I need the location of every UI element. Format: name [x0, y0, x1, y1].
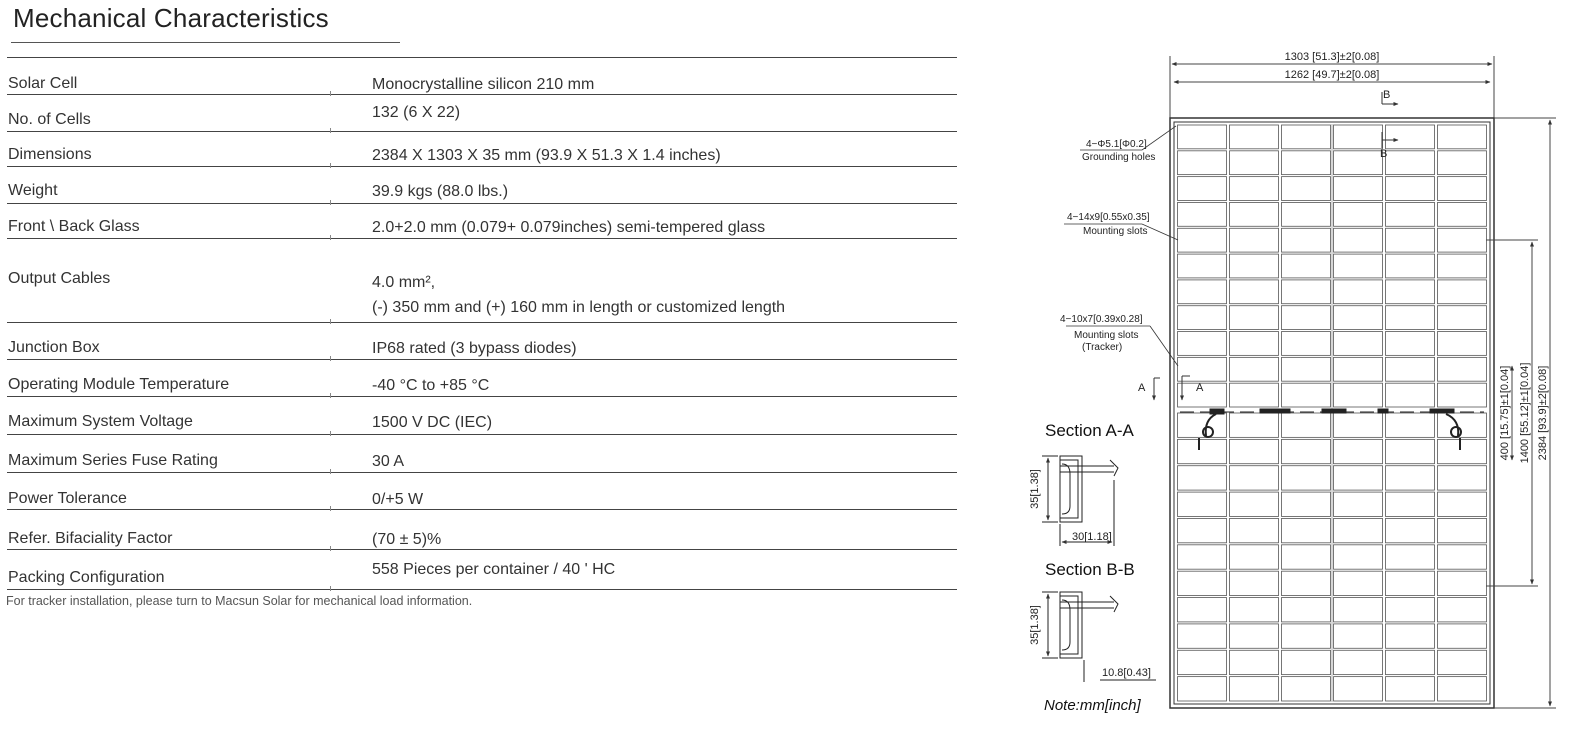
solar-cell	[1334, 228, 1383, 252]
solar-cell	[1282, 383, 1331, 407]
specs-table	[7, 57, 957, 590]
solar-cell	[1230, 650, 1279, 674]
solar-cell	[1438, 306, 1487, 330]
solar-cell	[1178, 151, 1227, 175]
solar-cell	[1282, 624, 1331, 648]
solar-cell	[1282, 306, 1331, 330]
table-row	[7, 95, 957, 132]
table-row	[7, 204, 957, 239]
solar-cell	[1282, 228, 1331, 252]
table-row	[7, 132, 957, 167]
solar-cell	[1282, 254, 1331, 278]
solar-cell	[1438, 228, 1487, 252]
table-row	[7, 239, 957, 323]
solar-cell	[1334, 413, 1383, 437]
spec-label: Dimensions	[8, 146, 92, 163]
solar-cell	[1386, 492, 1435, 516]
solar-cell	[1230, 125, 1279, 149]
solar-cell	[1386, 280, 1435, 304]
table-row	[7, 435, 957, 473]
solar-cell	[1230, 518, 1279, 542]
section-marker-a-right: A	[1196, 382, 1204, 394]
solar-cell	[1438, 624, 1487, 648]
solar-cell	[1386, 466, 1435, 490]
solar-cell	[1230, 151, 1279, 175]
solar-cell	[1230, 383, 1279, 407]
solar-cell	[1334, 177, 1383, 201]
section-marker-b-bottom: B	[1380, 148, 1388, 160]
solar-cell	[1282, 571, 1331, 595]
solar-cell	[1230, 280, 1279, 304]
table-row	[7, 167, 957, 204]
solar-cell	[1178, 306, 1227, 330]
section-bb-height: 35[1.38]	[1029, 605, 1041, 645]
table-row	[7, 360, 957, 397]
spec-label: Junction Box	[8, 339, 100, 356]
spec-value: 39.9 kgs (88.0 lbs.)	[372, 183, 509, 200]
solar-cell	[1178, 466, 1227, 490]
title-underline	[11, 42, 400, 43]
solar-cell	[1386, 439, 1435, 463]
tracker-slots-label: Mounting slots	[1074, 330, 1139, 341]
solar-cell	[1178, 228, 1227, 252]
solar-cell	[1438, 202, 1487, 226]
solar-cell	[1386, 677, 1435, 701]
section-marker-b-top: B	[1383, 89, 1391, 101]
section-marker-a-left: A	[1138, 382, 1146, 394]
solar-cell	[1386, 650, 1435, 674]
spec-label: Packing Configuration	[8, 569, 165, 586]
solar-cell	[1334, 571, 1383, 595]
dim-top-outer: 1303 [51.3]±2[0.08]	[1284, 51, 1380, 63]
solar-cell	[1230, 332, 1279, 356]
spec-label: Maximum System Voltage	[8, 413, 193, 430]
solar-cell	[1386, 545, 1435, 569]
spec-label: Maximum Series Fuse Rating	[8, 452, 218, 469]
section-aa-height: 35[1.38]	[1029, 469, 1041, 509]
solar-cell	[1438, 466, 1487, 490]
solar-cell	[1386, 571, 1435, 595]
solar-cell	[1334, 439, 1383, 463]
solar-cell	[1282, 677, 1331, 701]
spec-value: -40 °C to +85 °C	[372, 377, 490, 394]
solar-cell	[1230, 177, 1279, 201]
solar-cell	[1438, 357, 1487, 381]
solar-cell	[1178, 177, 1227, 201]
solar-cell	[1282, 439, 1331, 463]
solar-cell	[1334, 280, 1383, 304]
dim-right-1400: 1400 [55.12]±1[0.04]	[1519, 362, 1531, 464]
spec-value: IP68 rated (3 bypass diodes)	[372, 340, 577, 357]
solar-cell	[1230, 357, 1279, 381]
solar-cell	[1438, 332, 1487, 356]
table-row	[7, 550, 957, 590]
solar-cell	[1230, 492, 1279, 516]
solar-cell	[1386, 254, 1435, 278]
spec-label: Front \ Back Glass	[8, 218, 140, 235]
table-row	[7, 58, 957, 95]
table-row	[7, 323, 957, 360]
solar-cell	[1438, 492, 1487, 516]
solar-cell	[1178, 624, 1227, 648]
solar-cell	[1438, 650, 1487, 674]
spec-value: 132 (6 X 22)	[372, 104, 461, 121]
table-row	[7, 397, 957, 435]
solar-cell	[1334, 202, 1383, 226]
solar-cell	[1334, 332, 1383, 356]
solar-cell	[1334, 151, 1383, 175]
solar-cell	[1438, 413, 1487, 437]
units-note: Note:mm[inch]	[1044, 697, 1141, 714]
solar-cell	[1230, 545, 1279, 569]
dim-right-2384: 2384 [93.9]±2[0.08]	[1537, 365, 1549, 461]
dim-top-inner: 1262 [49.7]±2[0.08]	[1284, 69, 1380, 81]
solar-cell	[1178, 518, 1227, 542]
solar-cell	[1282, 492, 1331, 516]
solar-cell	[1282, 202, 1331, 226]
solar-cell	[1282, 125, 1331, 149]
solar-cell	[1282, 177, 1331, 201]
spec-value: 558 Pieces per container / 40 ' HC	[372, 561, 616, 578]
solar-cell	[1178, 439, 1227, 463]
section-aa-width: 30[1.18]	[1072, 531, 1112, 543]
spec-value: 2384 X 1303 X 35 mm (93.9 X 51.3 X 1.4 inches)	[372, 147, 721, 164]
solar-cell	[1334, 306, 1383, 330]
solar-cell	[1178, 280, 1227, 304]
solar-cell	[1230, 254, 1279, 278]
spec-label: Weight	[8, 182, 58, 199]
solar-cell	[1438, 518, 1487, 542]
grounding-holes-spec: 4−Φ5.1[Φ0.2]	[1086, 139, 1147, 150]
solar-cell	[1230, 202, 1279, 226]
solar-cell	[1438, 280, 1487, 304]
section-bb-title: Section B-B	[1045, 560, 1135, 579]
solar-cell	[1178, 254, 1227, 278]
solar-cell	[1334, 518, 1383, 542]
solar-cell	[1386, 413, 1435, 437]
section-aa-title: Section A-A	[1045, 421, 1134, 440]
module-technical-drawing	[1010, 40, 1580, 730]
solar-cell	[1334, 677, 1383, 701]
solar-cell	[1230, 306, 1279, 330]
solar-cell	[1230, 228, 1279, 252]
solar-cell	[1386, 518, 1435, 542]
solar-cell	[1282, 518, 1331, 542]
solar-cell	[1230, 439, 1279, 463]
solar-cell	[1438, 254, 1487, 278]
solar-cell	[1178, 492, 1227, 516]
tracker-slots-label-2: (Tracker)	[1082, 342, 1123, 353]
spec-value: (70 ± 5)%	[372, 531, 442, 548]
solar-cell	[1438, 151, 1487, 175]
spec-value: Monocrystalline silicon 210 mm	[372, 76, 595, 93]
solar-cell	[1334, 650, 1383, 674]
solar-cell	[1438, 677, 1487, 701]
spec-value: 30 A	[372, 453, 405, 470]
dim-right-400: 400 [15.75]±1[0.04]	[1499, 365, 1511, 461]
solar-cell	[1438, 571, 1487, 595]
solar-cell	[1178, 202, 1227, 226]
solar-cell	[1386, 598, 1435, 622]
solar-cell	[1438, 545, 1487, 569]
solar-cell	[1230, 677, 1279, 701]
solar-cell	[1438, 439, 1487, 463]
solar-cell	[1438, 177, 1487, 201]
solar-cell	[1178, 413, 1227, 437]
solar-cell	[1178, 125, 1227, 149]
spec-value: 1500 V DC (IEC)	[372, 414, 493, 431]
spec-label: Solar Cell	[8, 75, 78, 92]
solar-cell	[1282, 466, 1331, 490]
table-row	[7, 473, 957, 510]
solar-cell	[1334, 357, 1383, 381]
solar-cell	[1386, 383, 1435, 407]
top-dimension-lines	[1170, 56, 1494, 122]
section-bb-width: 10.8[0.43]	[1102, 667, 1151, 679]
solar-cell	[1230, 466, 1279, 490]
solar-cell	[1386, 177, 1435, 201]
solar-cell	[1230, 624, 1279, 648]
solar-cell	[1386, 125, 1435, 149]
solar-cell	[1178, 357, 1227, 381]
solar-cell	[1386, 332, 1435, 356]
section-marker-a	[1154, 376, 1190, 400]
solar-cell	[1334, 598, 1383, 622]
solar-cell	[1282, 357, 1331, 381]
solar-cell	[1282, 332, 1331, 356]
grounding-holes-label: Grounding holes	[1082, 152, 1156, 163]
spec-value-line2: (-) 350 mm and (+) 160 mm in length or customized length	[372, 299, 786, 316]
solar-cell	[1178, 332, 1227, 356]
solar-cell	[1282, 545, 1331, 569]
footnote: For tracker installation, please turn to Macsun Solar for mechanical load information.	[6, 594, 473, 608]
solar-cell	[1230, 571, 1279, 595]
output-cables	[1199, 414, 1461, 450]
solar-cell	[1386, 228, 1435, 252]
solar-cell	[1230, 598, 1279, 622]
solar-cell	[1334, 383, 1383, 407]
column-divider	[330, 586, 331, 591]
mounting-slots-label: Mounting slots	[1083, 226, 1148, 237]
solar-cell	[1334, 125, 1383, 149]
solar-cell	[1334, 624, 1383, 648]
spec-label: No. of Cells	[8, 111, 91, 128]
solar-cell	[1386, 151, 1435, 175]
solar-cell	[1334, 466, 1383, 490]
solar-cell	[1438, 125, 1487, 149]
solar-cell	[1438, 383, 1487, 407]
spec-value: 4.0 mm²,	[372, 274, 436, 291]
solar-cell	[1178, 650, 1227, 674]
page-title: Mechanical Characteristics	[13, 3, 329, 33]
solar-cell	[1386, 357, 1435, 381]
solar-cell	[1282, 598, 1331, 622]
table-row	[7, 510, 957, 550]
spec-value: 2.0+2.0 mm (0.079+ 0.079inches) semi-tempered glass	[372, 219, 766, 236]
spec-label: Refer. Bifaciality Factor	[8, 530, 173, 547]
solar-cell	[1386, 306, 1435, 330]
solar-cell	[1282, 650, 1331, 674]
solar-cell	[1178, 598, 1227, 622]
mounting-slots-spec: 4−14x9[0.55x0.35]	[1067, 212, 1150, 223]
solar-cell	[1178, 677, 1227, 701]
solar-cell	[1386, 202, 1435, 226]
solar-cell	[1282, 413, 1331, 437]
solar-cell	[1334, 492, 1383, 516]
solar-cell	[1178, 545, 1227, 569]
spec-value: 0/+5 W	[372, 491, 424, 508]
solar-cell	[1334, 254, 1383, 278]
solar-cell	[1438, 598, 1487, 622]
spec-label: Operating Module Temperature	[8, 376, 230, 393]
solar-cell	[1282, 151, 1331, 175]
solar-cell	[1178, 571, 1227, 595]
solar-cell	[1386, 624, 1435, 648]
solar-cell	[1334, 545, 1383, 569]
spec-label: Output Cables	[8, 270, 111, 287]
solar-cell	[1282, 280, 1331, 304]
solar-cell	[1230, 413, 1279, 437]
spec-label: Power Tolerance	[8, 490, 127, 507]
tracker-slots-spec: 4−10x7[0.39x0.28]	[1060, 314, 1143, 325]
